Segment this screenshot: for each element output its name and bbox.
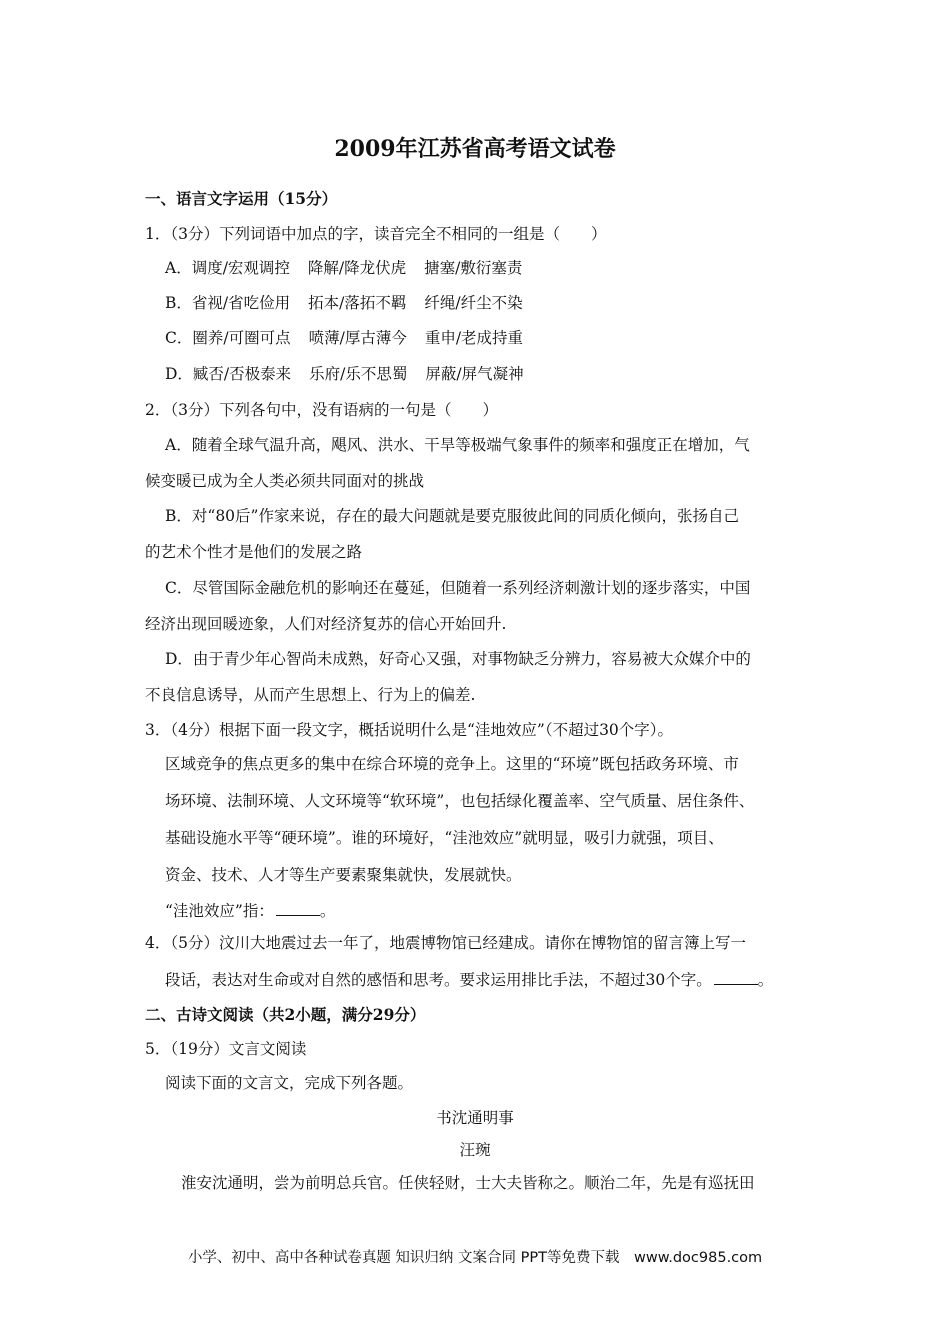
question-3-passage-line-4: 资金、技术、人才等生产要素聚集就快，发展就快。 [165,866,522,884]
question-2-option-c-line-2: 经济出现回暖迹象，人们对经济复苏的信心开始回升. [145,615,507,633]
answer-blank[interactable] [714,972,758,985]
footer-text: 小学、初中、高中各种试卷真题 知识归纳 文案合同 PPT等免费下载 www.doc985.com [187,1250,763,1266]
option-d-part-2: 乐府/乐不思蜀 [309,365,408,383]
question-2-option-d-line-1: D．由于青少年心智尚未成熟，好奇心又强，对事物缺乏分辨力，容易被大众媒介中的 [165,650,751,668]
essay-first-line: 淮安沈通明，尝为前明总兵官。任侠轻财，士大夫皆称之。顺治二年，先是有巡抚田 [181,1174,755,1192]
option-a-part-3: 搪塞/敷衍塞责 [424,259,523,277]
section-heading-1: 一、语言文字运用（15分） [145,189,338,208]
question-4-suffix: 。 [757,971,774,989]
option-a-part-2: 降解/降龙伏虎 [307,259,407,277]
question-1-option-b [165,291,523,315]
question-3-passage-line-3: 基础设施水平等“硬环境”。谁的环境好，“洼池效应”就明显，吸引力就强，项目、 [165,829,724,847]
section-heading-2: 二、古诗文阅读（共2小题，满分29分） [145,1005,426,1024]
answer-blank[interactable] [276,903,320,916]
option-b-part-1: B．省视/省吃俭用 [165,294,291,312]
question-2-stem: 2．（3分）下列各句中，没有语病的一句是（ ） [145,401,498,419]
option-b-part-3: 纤绳/纤尘不染 [424,294,523,312]
option-c-part-1: C．圈养/可圈可点 [165,329,291,347]
question-4-line-2-text: 段话，表达对生命或对自然的感悟和思考。要求运用排比手法，不超过30个字。 [165,971,712,989]
question-2-option-a-line-2: 候变暖已成为全人类必须共同面对的挑战 [145,472,425,490]
question-2-option-a-line-1: A．随着全球气温升高，飓风、洪水、干旱等极端气象事件的频率和强度正在增加，气 [165,436,750,454]
question-3-answer-line [165,899,335,923]
answer-suffix: 。 [319,902,336,920]
question-4-line-2 [165,968,773,992]
question-1-option-d [165,362,524,386]
option-b-part-2: 拓本/落拓不羁 [308,294,407,312]
question-4-line-1: 4．（5分）汶川大地震过去一年了，地震博物馆已经建成。请你在博物馆的留言簿上写一 [145,934,746,952]
option-d-part-1: D．臧否/否极泰来 [165,365,292,383]
question-2-option-d-line-2: 不良信息诱导，从而产生思想上、行为上的偏差. [145,686,476,704]
option-a-part-1: A．调度/宏观调控 [165,259,290,277]
question-5-stem: 5．（19分）文言文阅读 [145,1040,307,1058]
question-1-option-a [165,256,522,280]
question-2-option-b-line-1: B．对“80后”作家来说，存在的最大问题就是要克服彼此间的同质化倾向，张扬自己 [165,507,739,525]
question-1-stem: 1．（3分）下列词语中加点的字，读音完全不相同的一组是（ ） [145,225,607,243]
essay-title: 书沈通明事 [436,1109,514,1127]
option-d-part-3: 屏蔽/屏气凝神 [425,365,524,383]
question-3-stem: 3．（4分）根据下面一段文字，概括说明什么是“洼地效应”（不超过30个字）。 [145,721,674,739]
question-2-option-c-line-1: C．尽管国际金融危机的影响还在蔓延，但随着一系列经济刺激计划的逐步落实，中国 [165,579,751,597]
page-title: 2009年江苏省高考语文试卷 [334,136,616,162]
question-2-option-b-line-2: 的艺术个性才是他们的发展之路 [145,543,363,561]
question-3-passage-line-1: 区域竞争的焦点更多的集中在综合环境的竞争上。这里的“环境”既包括政务环境、市 [165,755,739,773]
option-c-part-2: 喷薄/厚古薄今 [308,329,407,347]
answer-prefix: “洼池效应”指： [165,902,274,920]
question-5-intro: 阅读下面的文言文，完成下列各题。 [165,1074,414,1092]
essay-author: 汪琬 [459,1141,491,1159]
question-1-option-c [165,326,523,350]
question-3-passage-line-2: 场环境、法制环境、人文环境等“软环境”，也包括绿化覆盖率、空气质量、居住条件、 [165,792,755,810]
option-c-part-3: 重申/老成持重 [424,329,524,347]
